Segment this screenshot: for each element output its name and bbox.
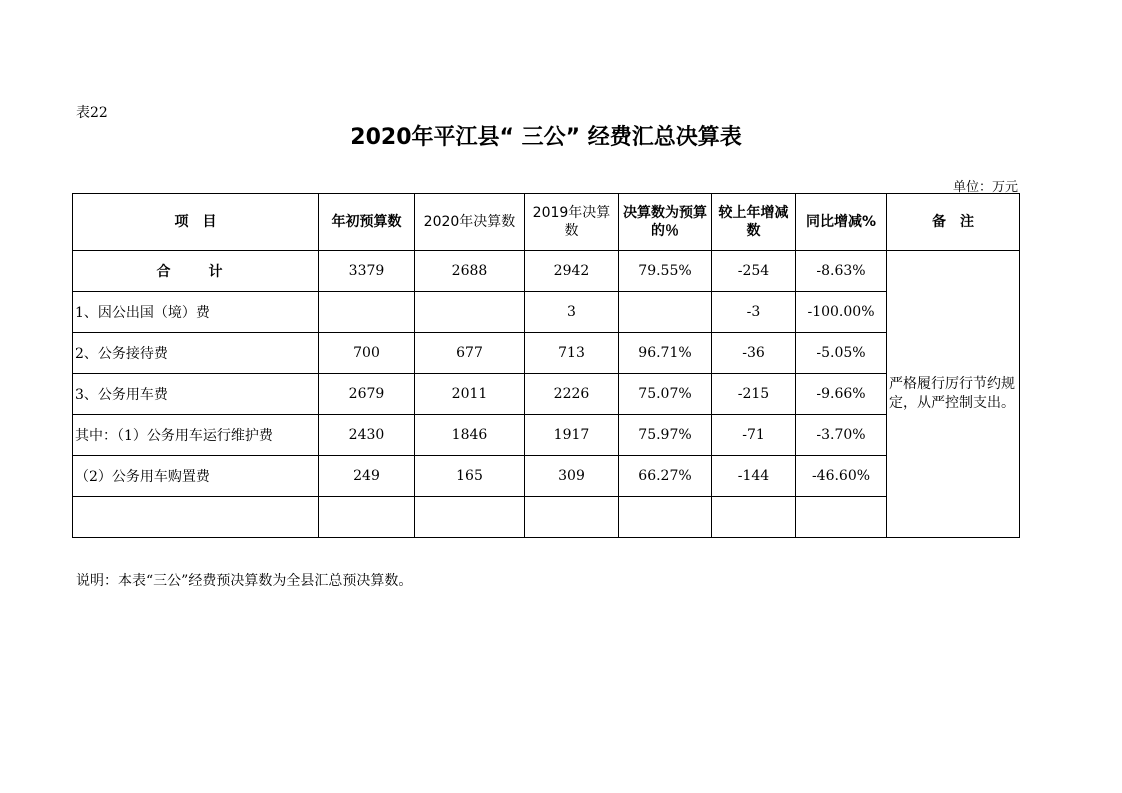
cell-yoy: -100.00% [796, 292, 887, 333]
cell-final-2020: 2011 [415, 374, 525, 415]
cell-final-2019: 713 [525, 333, 619, 374]
row-item: 2、公务接待费 [73, 333, 319, 374]
cell-initial-budget: 700 [319, 333, 415, 374]
cell-final-2020: 2688 [415, 251, 525, 292]
cell-final-2019 [525, 497, 619, 538]
table-row [73, 333, 1020, 374]
table-row [73, 251, 1020, 292]
cell-yoy: -8.63% [796, 251, 887, 292]
table-row [73, 374, 1020, 415]
cell-initial-budget: 2430 [319, 415, 415, 456]
header-initial-budget: 年初预算数 [319, 194, 415, 251]
expense-table [72, 193, 1020, 538]
cell-change: -36 [712, 333, 796, 374]
cell-change: -144 [712, 456, 796, 497]
cell-change: -71 [712, 415, 796, 456]
cell-final-2019: 2942 [525, 251, 619, 292]
header-final-2020: 2020年决算数 [415, 194, 525, 251]
cell-ratio: 79.55% [619, 251, 712, 292]
header-item: 项 目 [73, 194, 319, 251]
row-item: 其中：（1）公务用车运行维护费 [73, 415, 319, 456]
cell-ratio [619, 497, 712, 538]
cell-change [712, 497, 796, 538]
cell-final-2019: 2226 [525, 374, 619, 415]
header-yoy: 同比增减% [796, 194, 887, 251]
cell-ratio [619, 292, 712, 333]
header-row [73, 194, 1020, 251]
cell-change: -254 [712, 251, 796, 292]
cell-final-2020: 677 [415, 333, 525, 374]
table-number: 表22 [76, 105, 108, 121]
table-row [73, 456, 1020, 497]
cell-yoy [796, 497, 887, 538]
cell-final-2020 [415, 292, 525, 333]
row-item: 3、公务用车费 [73, 374, 319, 415]
header-change: 较上年增减数 [712, 194, 796, 251]
cell-final-2020: 1846 [415, 415, 525, 456]
cell-change: -215 [712, 374, 796, 415]
cell-ratio: 66.27% [619, 456, 712, 497]
cell-final-2020: 165 [415, 456, 525, 497]
row-item [73, 497, 319, 538]
cell-initial-budget: 249 [319, 456, 415, 497]
cell-change: -3 [712, 292, 796, 333]
cell-yoy: -9.66% [796, 374, 887, 415]
row-item: 1、因公出国（境）费 [73, 292, 319, 333]
cell-ratio: 96.71% [619, 333, 712, 374]
cell-initial-budget: 2679 [319, 374, 415, 415]
cell-initial-budget: 3379 [319, 251, 415, 292]
footnote: 说明：本表“三公”经费预决算数为全县汇总预决算数。 [76, 573, 413, 589]
cell-final-2019: 1917 [525, 415, 619, 456]
cell-yoy: -46.60% [796, 456, 887, 497]
cell-final-2019: 3 [525, 292, 619, 333]
cell-initial-budget [319, 292, 415, 333]
header-remark: 备 注 [887, 194, 1020, 251]
row-item: 合 计 [73, 251, 319, 292]
cell-ratio: 75.97% [619, 415, 712, 456]
cell-yoy: -3.70% [796, 415, 887, 456]
cell-final-2020 [415, 497, 525, 538]
remark-cell: 严格履行厉行节约规定，从严控制支出。 [887, 251, 1020, 538]
table-row-empty [73, 497, 1020, 538]
header-ratio: 决算数为预算的％ [619, 194, 712, 251]
table-row [73, 292, 1020, 333]
page-title: 2020年平江县“ 三公” 经费汇总决算表 [350, 125, 742, 150]
cell-final-2019: 309 [525, 456, 619, 497]
table-row [73, 415, 1020, 456]
header-final-2019: 2019年决算数 [525, 194, 619, 251]
cell-yoy: -5.05% [796, 333, 887, 374]
cell-initial-budget [319, 497, 415, 538]
cell-ratio: 75.07% [619, 374, 712, 415]
unit-label: 单位：万元 [952, 180, 1018, 195]
row-item: （2）公务用车购置费 [73, 456, 319, 497]
